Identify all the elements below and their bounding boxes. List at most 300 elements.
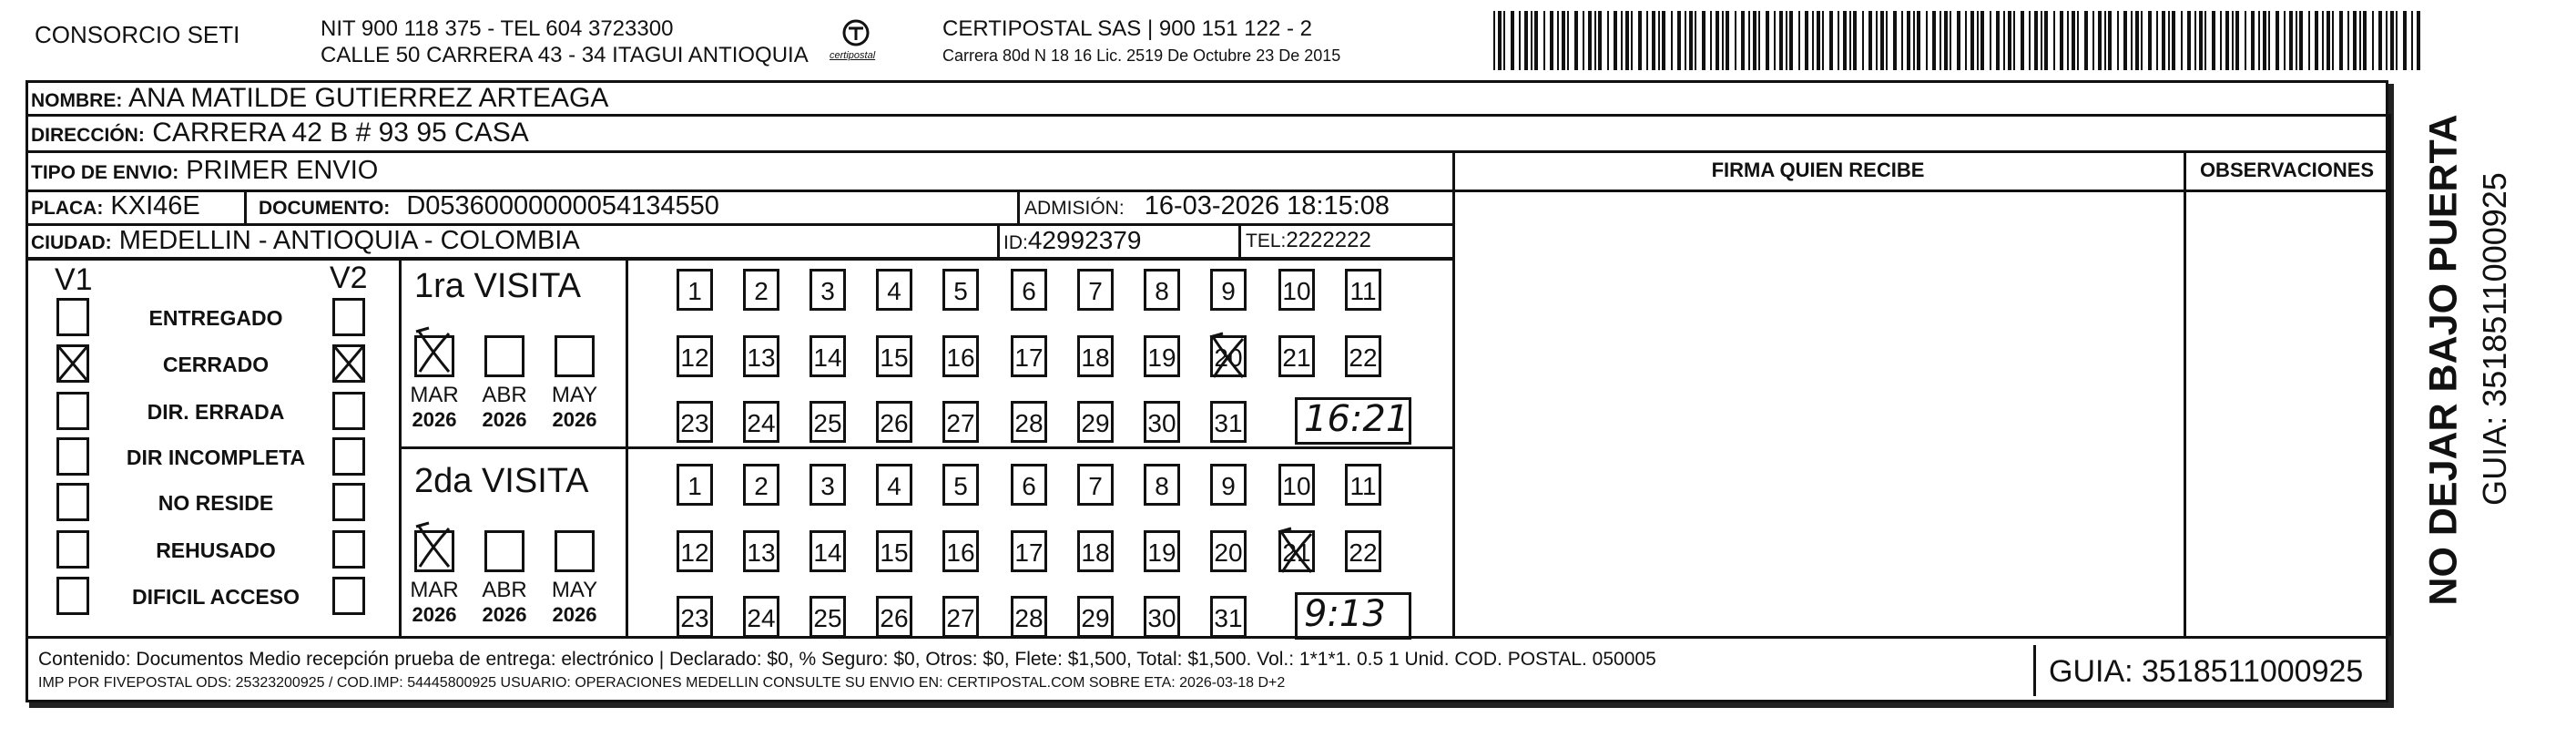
barcode-bar bbox=[1926, 11, 1928, 70]
row-line bbox=[25, 114, 2388, 117]
barcode-bar bbox=[1876, 11, 1878, 70]
carrier-name: CERTIPOSTAL SAS | 900 151 122 - 2 bbox=[942, 16, 1312, 41]
content-line: Contenido: Documentos Medio recepción prueba de entrega: electrónico | Declarado: $0, % Seguro: $0, Otros: $0, Flete: $1,500, Total: $1,500. Vol.: 1*1*1. 0.5 1 Unid. COD. POSTAL. 050005 bbox=[38, 649, 1656, 670]
v2-checkbox[interactable] bbox=[332, 530, 365, 569]
day-box[interactable]: 29 bbox=[1077, 596, 1114, 638]
plate-cell bbox=[31, 193, 200, 220]
barcode-bar bbox=[1965, 11, 1967, 70]
day-box[interactable]: 14 bbox=[809, 530, 846, 572]
barcode-graphic bbox=[1493, 11, 2422, 70]
plate-value: KXI46E bbox=[110, 191, 200, 220]
month-year: 2026 bbox=[552, 603, 597, 626]
barcode-bar bbox=[2411, 11, 2413, 70]
day-box[interactable]: 10 bbox=[1278, 269, 1315, 311]
barcode-bar bbox=[1503, 11, 1505, 70]
barcode-bar bbox=[2212, 11, 2215, 70]
barcode-bar bbox=[2232, 11, 2234, 70]
barcode-bar bbox=[2072, 11, 2075, 70]
status-option-label: DIFICIL ACCESO bbox=[131, 585, 300, 609]
day-box[interactable]: 23 bbox=[677, 596, 713, 638]
barcode-bar bbox=[1862, 11, 1864, 70]
barcode-bar bbox=[1817, 11, 1820, 70]
barcode-bar bbox=[1970, 11, 1974, 70]
day-box[interactable]: 31 bbox=[1210, 401, 1247, 443]
status-option-label: DIR INCOMPLETA bbox=[126, 446, 306, 469]
visit-title: 2da VISITA bbox=[414, 462, 589, 500]
v1-check-mark-icon bbox=[56, 344, 89, 383]
barcode-bar bbox=[1716, 11, 1719, 70]
day-box[interactable]: 11 bbox=[1345, 464, 1381, 506]
barcode-bar bbox=[1886, 11, 1888, 70]
v2-check-mark-icon bbox=[332, 344, 365, 383]
barcode-bar bbox=[1625, 11, 1629, 70]
barcode-bar bbox=[2322, 11, 2324, 70]
day-box[interactable]: 22 bbox=[1345, 530, 1381, 572]
barcode-bar bbox=[2092, 11, 2094, 70]
barcode-bar bbox=[2225, 11, 2229, 70]
barcode-bar bbox=[2251, 11, 2255, 70]
barcode-bar bbox=[2315, 11, 2318, 70]
month-name: MAY bbox=[551, 578, 598, 602]
barcode-bar bbox=[1798, 11, 1800, 70]
day-box[interactable]: 28 bbox=[1011, 401, 1047, 443]
v2-checkbox[interactable] bbox=[332, 392, 365, 430]
barcode-bar bbox=[1880, 11, 1884, 70]
side-warning: NO DEJAR BAJO PUERTA bbox=[2421, 114, 2466, 606]
type-row bbox=[31, 158, 378, 184]
barcode-bar bbox=[1658, 11, 1660, 70]
barcode-bar bbox=[1594, 11, 1596, 70]
v2-checkbox[interactable] bbox=[332, 483, 365, 521]
status-option-label: REHUSADO bbox=[156, 538, 276, 562]
barcode-bar bbox=[2123, 11, 2127, 70]
barcode-bar bbox=[2067, 11, 2069, 70]
barcode-bar bbox=[1758, 11, 1760, 70]
barcode-bar bbox=[1849, 11, 1851, 70]
signature-area[interactable] bbox=[1455, 192, 2182, 634]
footer-guia: GUIA: 3518511000925 bbox=[2049, 654, 2364, 689]
barcode-bar bbox=[1689, 11, 1693, 70]
barcode-bar bbox=[1646, 11, 1648, 70]
barcode-bar bbox=[2181, 11, 2183, 70]
barcode-bar bbox=[2403, 11, 2407, 70]
barcode-bar bbox=[1598, 11, 1602, 70]
barcode-bar bbox=[2098, 11, 2102, 70]
barcode-bar bbox=[1741, 11, 1745, 70]
day-box[interactable]: 27 bbox=[942, 401, 979, 443]
id-value: 42992379 bbox=[1027, 226, 1142, 254]
document-label: DOCUMENTO: bbox=[259, 198, 391, 219]
v1-checkbox[interactable] bbox=[56, 530, 89, 569]
barcode-bar bbox=[2386, 11, 2388, 70]
month-name: MAR bbox=[410, 578, 459, 602]
v1-checkbox[interactable] bbox=[56, 298, 89, 336]
day-box[interactable]: 8 bbox=[1144, 464, 1180, 506]
barcode-bar bbox=[2168, 11, 2170, 70]
day-box[interactable]: 11 bbox=[1345, 269, 1381, 311]
day-box[interactable]: 6 bbox=[1011, 464, 1047, 506]
city-value: MEDELLIN - ANTIOQUIA - COLOMBIA bbox=[118, 226, 580, 255]
barcode-bar bbox=[1702, 11, 1705, 70]
type-label: TIPO DE ENVIO: bbox=[31, 162, 179, 183]
col-line bbox=[2388, 114, 2391, 636]
barcode-bar bbox=[1944, 11, 1948, 70]
frame-shadow bbox=[29, 702, 2391, 708]
barcode-bar bbox=[1550, 11, 1553, 70]
barcode-bar bbox=[1977, 11, 1979, 70]
barcode-bar bbox=[2289, 11, 2293, 70]
footer-divider bbox=[2033, 645, 2036, 696]
barcode-bar bbox=[1917, 11, 1920, 70]
day-box[interactable]: 25 bbox=[809, 596, 846, 638]
id-cell bbox=[1003, 228, 1141, 253]
barcode-bar bbox=[2131, 11, 2133, 70]
barcode-bar bbox=[1588, 11, 1592, 70]
barcode-bar bbox=[1631, 11, 1633, 70]
barcode-bar bbox=[2117, 11, 2119, 70]
admission-value: 16-03-2026 18:15:08 bbox=[1144, 191, 1390, 220]
barcode-bar bbox=[1543, 11, 1545, 70]
document-value: D05360000000054134550 bbox=[406, 191, 719, 220]
day-box[interactable]: 5 bbox=[942, 269, 979, 311]
day-box[interactable]: 15 bbox=[876, 530, 912, 572]
barcode-bar bbox=[1996, 11, 2000, 70]
day-box[interactable]: 24 bbox=[743, 401, 779, 443]
col-line bbox=[626, 258, 628, 636]
barcode-bar bbox=[1748, 11, 1750, 70]
day-box[interactable]: 3 bbox=[809, 269, 846, 311]
day-check-mark-icon bbox=[1207, 332, 1252, 383]
day-box[interactable]: 18 bbox=[1077, 530, 1114, 572]
barcode-bar bbox=[2108, 11, 2112, 70]
name-row bbox=[31, 85, 608, 112]
day-box[interactable]: 25 bbox=[809, 401, 846, 443]
v1-checkbox[interactable] bbox=[56, 437, 89, 476]
day-box[interactable]: 31 bbox=[1210, 596, 1247, 638]
barcode-bar bbox=[2235, 11, 2239, 70]
barcode-bar bbox=[1957, 11, 1960, 70]
day-box[interactable]: 7 bbox=[1077, 269, 1114, 311]
v2-checkbox[interactable] bbox=[332, 298, 365, 336]
barcode-bar bbox=[2053, 11, 2055, 70]
barcode-bar bbox=[1562, 11, 1565, 70]
day-box[interactable]: 14 bbox=[809, 335, 846, 377]
barcode-bar bbox=[2084, 11, 2088, 70]
col-line bbox=[244, 190, 247, 223]
tel-label: TEL: bbox=[1246, 231, 1287, 251]
barcode-bar bbox=[1583, 11, 1584, 70]
tel-cell bbox=[1246, 230, 1371, 251]
barcode-bar bbox=[2077, 11, 2079, 70]
barcode-bar bbox=[1980, 11, 1984, 70]
day-box[interactable]: 1 bbox=[677, 464, 713, 506]
barcode-bar bbox=[2156, 11, 2158, 70]
day-box[interactable]: 30 bbox=[1144, 401, 1180, 443]
day-box[interactable]: 18 bbox=[1077, 335, 1114, 377]
barcode-bar bbox=[1710, 11, 1712, 70]
barcode-bar bbox=[1493, 11, 1495, 70]
day-box[interactable]: 2 bbox=[743, 464, 779, 506]
barcode-bar bbox=[1753, 11, 1756, 70]
v2-checkbox[interactable] bbox=[332, 437, 365, 476]
barcode-bar bbox=[2299, 11, 2303, 70]
address-row bbox=[31, 119, 529, 147]
day-box[interactable]: 17 bbox=[1011, 335, 1047, 377]
barcode-bar bbox=[1722, 11, 1724, 70]
barcode-bar bbox=[1913, 11, 1915, 70]
barcode-bar bbox=[1677, 11, 1681, 70]
barcode-bar bbox=[1893, 11, 1897, 70]
barcode-bar bbox=[1735, 11, 1736, 70]
barcode-bar bbox=[1868, 11, 1872, 70]
day-box[interactable]: 22 bbox=[1345, 335, 1381, 377]
barcode-bar bbox=[2172, 11, 2175, 70]
day-box[interactable]: 19 bbox=[1144, 530, 1180, 572]
status-option-label: CERRADO bbox=[162, 353, 270, 376]
barcode-bar bbox=[2008, 11, 2011, 70]
barcode-bar bbox=[1812, 11, 1814, 70]
barcode-bar bbox=[2396, 11, 2398, 70]
barcode-bar bbox=[2308, 11, 2310, 70]
v1-checkbox[interactable] bbox=[56, 577, 89, 615]
barcode-bar bbox=[1557, 11, 1559, 70]
day-box[interactable]: 9 bbox=[1210, 464, 1247, 506]
status-option-label: DIR. ERRADA bbox=[147, 400, 285, 424]
barcode-bar bbox=[1726, 11, 1729, 70]
barcode-bar bbox=[2390, 11, 2394, 70]
month-checkbox[interactable] bbox=[555, 530, 595, 572]
barcode-bar bbox=[1766, 11, 1769, 70]
barcode-bar bbox=[2296, 11, 2297, 70]
v1-checkbox[interactable] bbox=[56, 392, 89, 430]
barcode-bar bbox=[2204, 11, 2206, 70]
month-name: ABR bbox=[482, 383, 527, 407]
barcode-bar bbox=[1519, 11, 1521, 70]
barcode-bar bbox=[1805, 11, 1808, 70]
admission-cell bbox=[1024, 193, 1390, 220]
signature-header: FIRMA QUIEN RECIBE bbox=[1711, 159, 1925, 181]
barcode-bar bbox=[1901, 11, 1903, 70]
month-year: 2026 bbox=[482, 603, 527, 626]
month-checkbox[interactable] bbox=[484, 335, 524, 377]
day-box[interactable]: 20 bbox=[1210, 530, 1247, 572]
row-line bbox=[25, 258, 1452, 261]
barcode-bar bbox=[2148, 11, 2152, 70]
day-box[interactable]: 26 bbox=[876, 401, 912, 443]
day-box[interactable]: 23 bbox=[677, 401, 713, 443]
day-box[interactable]: 20 bbox=[1210, 335, 1247, 377]
v1-checkbox[interactable] bbox=[56, 483, 89, 521]
day-box[interactable]: 12 bbox=[677, 530, 713, 572]
sender-address: CALLE 50 CARRERA 43 - 34 ITAGUI ANTIOQUIA bbox=[321, 43, 809, 67]
v1-label: V1 bbox=[55, 262, 93, 297]
day-check-mark-icon bbox=[1275, 527, 1320, 578]
day-box[interactable]: 16 bbox=[942, 335, 979, 377]
barcode-bar bbox=[1531, 11, 1532, 70]
visit-time: 16:21 bbox=[1304, 398, 1410, 440]
day-box[interactable]: 21 bbox=[1278, 530, 1315, 572]
recipient-name: ANA MATILDE GUTIERREZ ARTEAGA bbox=[128, 83, 609, 113]
admission-label: ADMISIÓN: bbox=[1024, 198, 1125, 219]
barcode-bar bbox=[2276, 11, 2279, 70]
day-box[interactable]: 28 bbox=[1011, 596, 1047, 638]
day-box[interactable]: 12 bbox=[677, 335, 713, 377]
month-checkbox[interactable] bbox=[555, 335, 595, 377]
barcode-bar bbox=[2263, 11, 2266, 70]
day-box[interactable]: 1 bbox=[677, 269, 713, 311]
barcode-bar bbox=[2135, 11, 2139, 70]
barcode-bar bbox=[2003, 11, 2005, 70]
day-box[interactable]: 16 bbox=[942, 530, 979, 572]
day-box[interactable]: 15 bbox=[876, 335, 912, 377]
barcode-bar bbox=[1907, 11, 1910, 70]
visit-divider bbox=[399, 446, 1452, 449]
barcode-bar bbox=[1498, 11, 1502, 70]
status-option-label: NO RESIDE bbox=[158, 491, 274, 515]
barcode-bar bbox=[1652, 11, 1655, 70]
month-check-mark-icon bbox=[412, 521, 458, 572]
month-name: MAY bbox=[551, 383, 598, 407]
barcode-bar bbox=[1774, 11, 1776, 70]
tel-value: 2222222 bbox=[1286, 228, 1371, 252]
carrier-address: Carrera 80d N 18 16 Lic. 2519 De Octubre 23 De 2015 bbox=[942, 46, 1341, 65]
barcode-bar bbox=[1990, 11, 1991, 70]
barcode-bar bbox=[2245, 11, 2246, 70]
barcode-bar bbox=[2268, 11, 2270, 70]
barcode-bar bbox=[2347, 11, 2349, 70]
barcode-bar bbox=[1829, 11, 1833, 70]
day-box[interactable]: 29 bbox=[1077, 401, 1114, 443]
barcode-bar bbox=[1786, 11, 1787, 70]
visit-time: 9:13 bbox=[1304, 593, 1386, 635]
visit-title: 1ra VISITA bbox=[414, 267, 582, 305]
day-box[interactable]: 19 bbox=[1144, 335, 1180, 377]
barcode-bar bbox=[1567, 11, 1569, 70]
recipient-address: CARRERA 42 B # 93 95 CASA bbox=[152, 118, 529, 148]
month-year: 2026 bbox=[412, 603, 457, 626]
day-box[interactable]: 27 bbox=[942, 596, 979, 638]
city-cell bbox=[31, 228, 580, 254]
day-box[interactable]: 21 bbox=[1278, 335, 1315, 377]
barcode-bar bbox=[2199, 11, 2203, 70]
month-name: MAR bbox=[410, 383, 459, 407]
address-label: DIRECCIÓN: bbox=[31, 125, 145, 146]
barcode-bar bbox=[2220, 11, 2222, 70]
day-box[interactable]: 17 bbox=[1011, 530, 1047, 572]
barcode-bar bbox=[1853, 11, 1857, 70]
day-box[interactable]: 8 bbox=[1144, 269, 1180, 311]
day-box[interactable]: 7 bbox=[1077, 464, 1114, 506]
day-box[interactable]: 13 bbox=[743, 530, 779, 572]
month-check-mark-icon bbox=[412, 326, 458, 377]
day-box[interactable]: 4 bbox=[876, 464, 912, 506]
day-box[interactable]: 9 bbox=[1210, 269, 1247, 311]
col-line bbox=[997, 223, 1000, 257]
barcode-bar bbox=[1662, 11, 1665, 70]
day-box[interactable]: 5 bbox=[942, 464, 979, 506]
col-line bbox=[1238, 223, 1241, 257]
barcode-bar bbox=[2187, 11, 2191, 70]
barcode-bar bbox=[2372, 11, 2374, 70]
barcode-bar bbox=[1685, 11, 1686, 70]
barcode-bar bbox=[2029, 11, 2031, 70]
barcode-bar bbox=[2041, 11, 2042, 70]
barcode-bar bbox=[1621, 11, 1623, 70]
barcode-bar bbox=[1843, 11, 1847, 70]
col-line bbox=[1017, 190, 1020, 223]
barcode-bar bbox=[1950, 11, 1951, 70]
day-box[interactable]: 2 bbox=[743, 269, 779, 311]
day-box[interactable]: 24 bbox=[743, 596, 779, 638]
day-box[interactable]: 30 bbox=[1144, 596, 1180, 638]
barcode-bar bbox=[1614, 11, 1617, 70]
barcode-bar bbox=[2378, 11, 2382, 70]
barcode-bar bbox=[2363, 11, 2367, 70]
barcode-bar bbox=[1822, 11, 1824, 70]
name-label: NOMBRE: bbox=[31, 90, 123, 111]
row-line bbox=[25, 150, 2388, 153]
barcode-bar bbox=[1779, 11, 1783, 70]
barcode-bar bbox=[2060, 11, 2063, 70]
imp-line: IMP POR FIVEPOSTAL ODS: 25323200925 / COD.IMP: 54445800925 USUARIO: OPERACIONES MEDELLIN CONSULTE SU ENVIO EN: CERTIPOSTAL.COM SOBRE ETA: 2026-03-18 D+2 bbox=[38, 675, 1286, 691]
day-box[interactable]: 3 bbox=[809, 464, 846, 506]
barcode-bar bbox=[1607, 11, 1609, 70]
barcode-bar bbox=[1638, 11, 1642, 70]
id-label: ID: bbox=[1003, 232, 1028, 253]
barcode-bar bbox=[2141, 11, 2143, 70]
barcode-bar bbox=[1671, 11, 1673, 70]
month-checkbox[interactable] bbox=[484, 530, 524, 572]
month-year: 2026 bbox=[552, 408, 597, 431]
barcode-bar bbox=[2284, 11, 2286, 70]
barcode-bar bbox=[2417, 11, 2420, 70]
certipostal-logo bbox=[824, 18, 888, 68]
logo-text: certipostal bbox=[830, 50, 876, 61]
barcode-bar bbox=[2339, 11, 2343, 70]
barcode-bar bbox=[2162, 11, 2165, 70]
month-year: 2026 bbox=[412, 408, 457, 431]
side-guia: GUIA: 3518511000925 bbox=[2476, 172, 2513, 506]
barcode-bar bbox=[2013, 11, 2015, 70]
observations-header: OBSERVACIONES bbox=[2199, 159, 2375, 181]
sender-name: CONSORCIO SETI bbox=[35, 21, 240, 48]
barcode-bar bbox=[1574, 11, 1578, 70]
barcode-bar bbox=[2332, 11, 2334, 70]
footer-line bbox=[25, 636, 2388, 639]
document-cell bbox=[259, 193, 719, 220]
barcode-bar bbox=[2104, 11, 2106, 70]
day-box[interactable]: 26 bbox=[876, 596, 912, 638]
barcode-bar bbox=[1524, 11, 1528, 70]
barcode-bar bbox=[1932, 11, 1936, 70]
v2-label: V2 bbox=[330, 261, 368, 295]
day-box[interactable]: 13 bbox=[743, 335, 779, 377]
day-box[interactable]: 10 bbox=[1278, 464, 1315, 506]
barcode-bar bbox=[2034, 11, 2038, 70]
barcode-bar bbox=[2044, 11, 2048, 70]
barcode-bar bbox=[1695, 11, 1696, 70]
barcode-bar bbox=[2353, 11, 2357, 70]
day-box[interactable]: 4 bbox=[876, 269, 912, 311]
barcode-bar bbox=[1789, 11, 1793, 70]
day-box[interactable]: 6 bbox=[1011, 269, 1047, 311]
barcode-bar bbox=[1511, 11, 1514, 70]
observations-area[interactable] bbox=[2186, 192, 2387, 634]
plate-label: PLACA: bbox=[31, 198, 104, 219]
status-option-label: ENTREGADO bbox=[148, 306, 283, 330]
v2-checkbox[interactable] bbox=[332, 577, 365, 615]
col-line bbox=[399, 258, 402, 636]
